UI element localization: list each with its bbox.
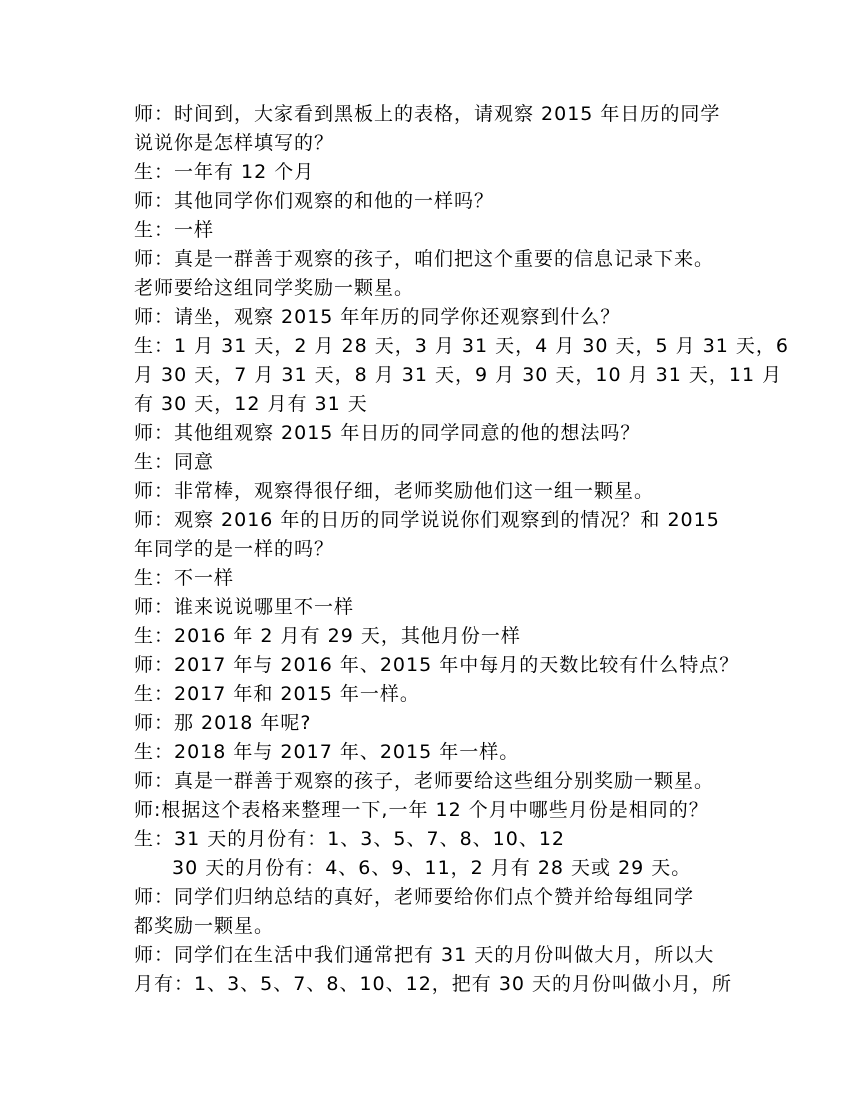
text-line: 师：2017 年与 2016 年、2015 年中每月的天数比较有什么特点？: [134, 654, 740, 676]
text-line: 师：请坐，观察 2015 年年历的同学你还观察到什么？: [134, 306, 621, 328]
text-line: 师：其他组观察 2015 年日历的同学同意的他的想法吗？: [134, 422, 641, 444]
text-line: 师：真是一群善于观察的孩子，老师要给这些组分别奖励一颗星。: [134, 770, 715, 792]
text-line: 月有：1、3、5、7、8、10、12，把有 30 天的月份叫做小月，所: [134, 973, 733, 995]
text-line: 有 30 天，12 月有 31 天: [134, 393, 368, 415]
text-line: 生：2017 年和 2015 年一样。: [134, 683, 420, 705]
document-body: [134, 100, 790, 999]
text-line: 生：31 天的月份有：1、3、5、7、8、10、12: [134, 828, 566, 850]
text-line: 生：一样: [134, 219, 215, 241]
text-line: 师：其他同学你们观察的和他的一样吗？: [134, 190, 495, 212]
text-line: 老师要给这组同学奖励一颗星。: [134, 277, 415, 299]
text-line: 说说你是怎样填写的？: [134, 132, 335, 154]
text-line: 月 30 天，7 月 31 天，8 月 31 天，9 月 30 天，10 月 31 天，11 月: [134, 364, 783, 386]
text-line: 师：观察 2016 年的日历的同学说说你们观察到的情况？和 2015: [134, 509, 720, 531]
text-line: 生：2018 年与 2017 年、2015 年一样。: [134, 741, 520, 763]
text-line: 师：谁来说说哪里不一样: [134, 596, 355, 618]
text-line: 生：1 月 31 天，2 月 28 天，3 月 31 天，4 月 30 天，5 月 31 天，6: [134, 335, 790, 357]
text-line: 生：不一样: [134, 567, 235, 589]
text-line: 师：非常棒，观察得很仔细，老师奖励他们这一组一颗星。: [134, 480, 655, 502]
text-line: 生：2016 年 2 月有 29 天，其他月份一样: [134, 625, 521, 647]
text-line: 师：同学们在生活中我们通常把有 31 天的月份叫做大月，所以大: [134, 944, 715, 966]
text-line: 师:根据这个表格来整理一下,一年 12 个月中哪些月份是相同的？: [134, 799, 709, 821]
text-line: 师：真是一群善于观察的孩子，咱们把这个重要的信息记录下来。: [134, 248, 715, 270]
text-line: 30 天的月份有：4、6、9、11，2 月有 28 天或 29 天。: [172, 857, 692, 879]
text-line: 师：时间到，大家看到黑板上的表格，请观察 2015 年日历的同学: [134, 103, 721, 125]
text-line: 年同学的是一样的吗？: [134, 538, 335, 560]
text-line: 生：一年有 12 个月: [134, 161, 315, 183]
text-line: 都奖励一颗星。: [134, 915, 275, 937]
text-line: 生：同意: [134, 451, 215, 473]
text-line: 师：那 2018 年呢?: [134, 712, 312, 734]
text-line: 师：同学们归纳总结的真好，老师要给你们点个赞并给每组同学: [134, 886, 695, 908]
